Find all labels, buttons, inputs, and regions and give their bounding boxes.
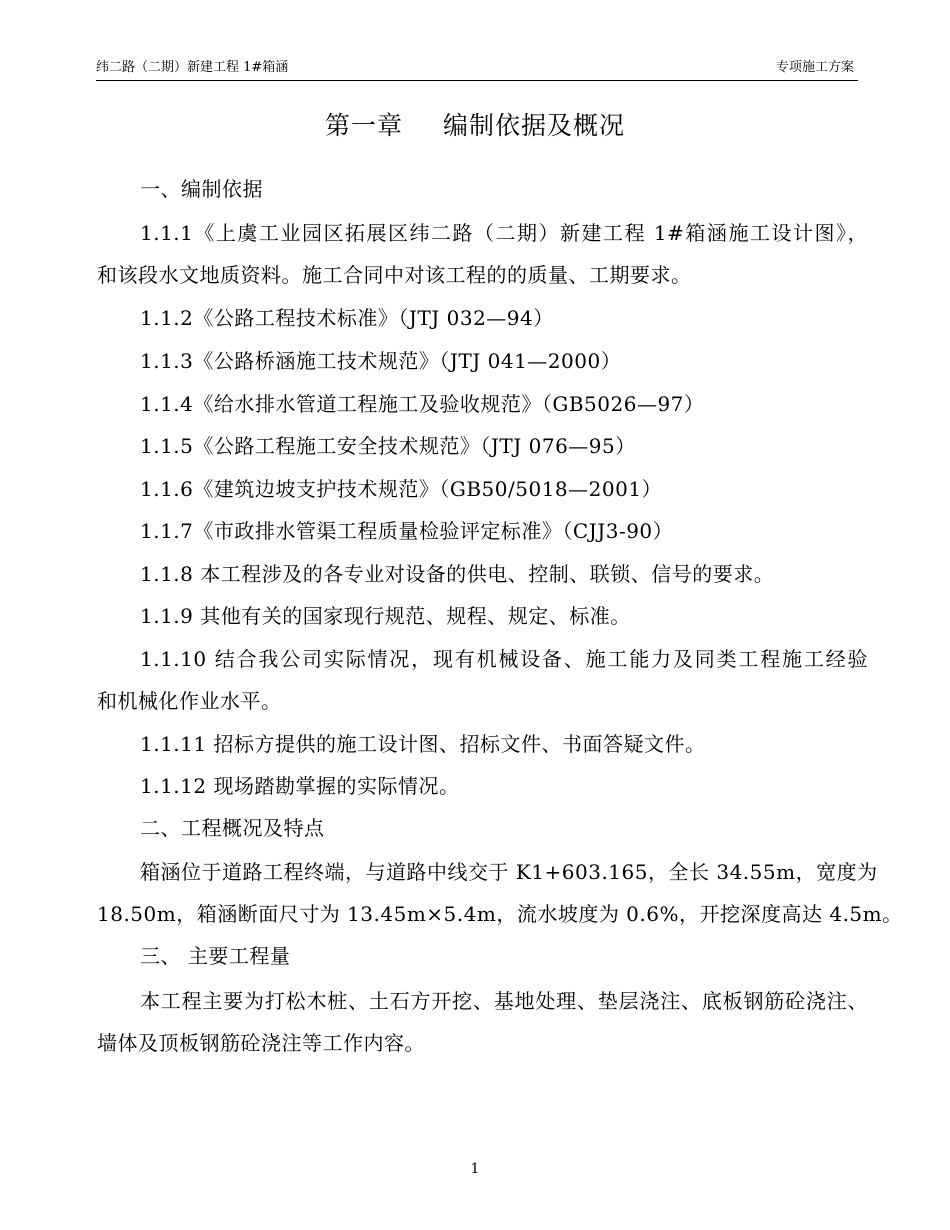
list-item: 1.1.6《建筑边坡支护技术规范》（GB50/5018—2001） (140, 477, 663, 501)
quantities-paragraph-line: 本工程主要为打松木桩、土石方开挖、基地处理、垫层浇注、底板钢筋砼浇注、 (140, 989, 868, 1013)
section-heading-overview: 二、工程概况及特点 (140, 816, 325, 840)
section-heading-quantities: 三、 主要工程量 (140, 944, 291, 968)
list-item: 1.1.8 本工程涉及的各专业对设备的供电、控制、联锁、信号的要求。 (140, 562, 775, 586)
list-item: 1.1.1《上虞工业园区拓展区纬二路（二期）新建工程 1#箱涵施工设计图》， (140, 221, 868, 245)
overview-paragraph-line: 18.50m，箱涵断面尺寸为 13.45m×5.4m，流水坡度为 0.6%，开挖深度高达 4.5m。 (97, 902, 903, 926)
quantities-paragraph-line: 墙体及顶板钢筋砼浇注等工作内容。 (97, 1031, 425, 1055)
list-item: 1.1.11 招标方提供的施工设计图、招标文件、书面答疑文件。 (140, 732, 706, 756)
list-item: 1.1.7《市政排水管渠工程质量检验评定标准》（CJJ3-90） (140, 519, 674, 543)
list-item: 1.1.2《公路工程技术标准》（JTJ 032—94） (140, 306, 554, 330)
list-item: 和该段水文地质资料。施工合同中对该工程的的质量、工期要求。 (97, 263, 692, 287)
header-document-type: 专项施工方案 (775, 60, 854, 75)
section-heading-basis: 一、编制依据 (140, 177, 263, 201)
list-item: 1.1.12 现场踏勘掌握的实际情况。 (140, 774, 460, 798)
list-item: 和机械化作业水平。 (97, 689, 282, 713)
list-item: 1.1.3《公路桥涵施工技术规范》（JTJ 041—2000） (140, 349, 622, 373)
chapter-number: 第一章 (324, 111, 403, 140)
overview-paragraph-line: 箱涵位于道路工程终端，与道路中线交于 K1+603.165，全长 34.55m，宽度为 (140, 860, 878, 884)
chapter-name: 编制依据及概况 (443, 111, 626, 140)
page-number: 1 (470, 1161, 480, 1177)
list-item: 1.1.9 其他有关的国家现行规范、规程、规定、标准。 (140, 604, 631, 628)
list-item: 1.1.5《公路工程施工安全技术规范》（JTJ 076—95） (140, 434, 636, 458)
page-header (96, 56, 858, 81)
header-document-title: 纬二路（二期）新建工程 1#箱涵 (96, 60, 289, 75)
list-item: 1.1.4《给水排水管道工程施工及验收规范》（GB5026—97） (140, 392, 705, 416)
chapter-title (0, 108, 950, 144)
list-item: 1.1.10 结合我公司实际情况，现有机械设备、施工能力及同类工程施工经验 (140, 647, 868, 671)
